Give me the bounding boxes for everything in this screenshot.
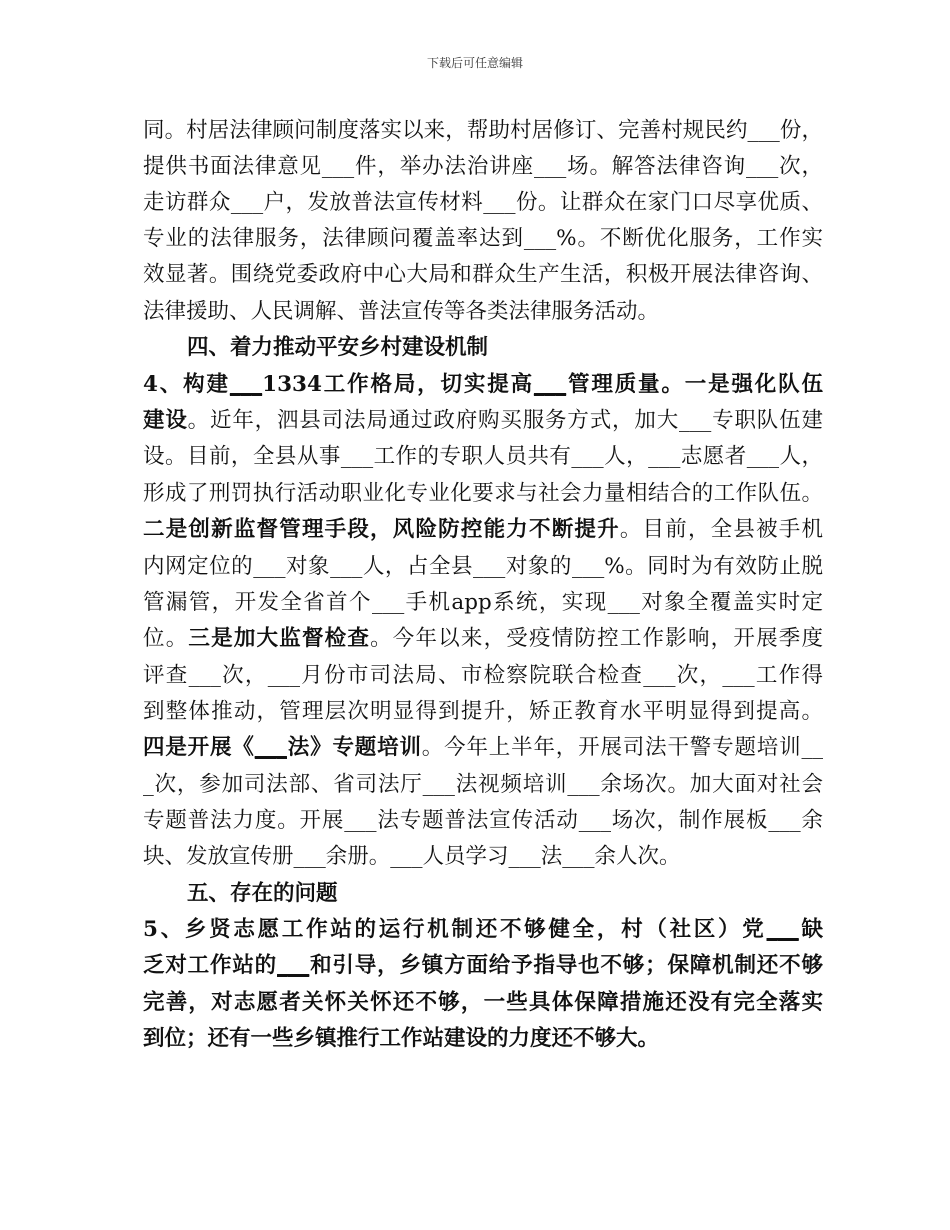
text-segment: 。近年，泗县司法局通过政府购买服务方式，加大___专职队伍建 bbox=[187, 408, 823, 433]
text-segment: 走访群众___户，发放普法宣传材料___份。让群众在家门口尽享优质、 bbox=[143, 190, 823, 215]
text-line bbox=[143, 113, 823, 149]
text-line bbox=[143, 694, 823, 730]
text-line bbox=[143, 294, 823, 330]
text-segment: 1334工作格局，切实提高 bbox=[262, 372, 534, 397]
text-segment: 位。 bbox=[143, 626, 189, 651]
text-segment: 4、构建 bbox=[143, 372, 230, 397]
text-segment: 缺 bbox=[798, 917, 823, 942]
text-line bbox=[187, 876, 823, 912]
text-line bbox=[143, 730, 823, 766]
text-line bbox=[143, 1021, 823, 1057]
text-line bbox=[143, 658, 823, 694]
text-segment: 设。目前，全县从事___工作的专职人员共有___人，___志愿者___人， bbox=[143, 444, 823, 469]
text-line bbox=[143, 767, 823, 803]
text-line bbox=[143, 439, 823, 475]
text-segment: 效显著。围绕党委政府中心大局和群众生产生活，积极开展法律咨询、 bbox=[143, 262, 823, 287]
text-segment: 二是创新监督管理手段，风险防控能力不断提升 bbox=[143, 517, 620, 542]
text-line bbox=[143, 839, 823, 875]
text-segment: 到位；还有一些乡镇推行工作站建设的力度还不够大。 bbox=[143, 1026, 660, 1051]
text-line bbox=[143, 476, 823, 512]
text-segment: ___ bbox=[254, 735, 287, 760]
text-segment: 四是开展《 bbox=[143, 735, 255, 760]
text-segment: 块、发放宣传册___余册。___人员学习___法___余人次。 bbox=[143, 844, 681, 869]
text-line bbox=[143, 512, 823, 548]
text-segment: ___ bbox=[766, 917, 799, 942]
text-segment: 法》专题培训 bbox=[286, 735, 422, 760]
text-segment: 管漏管，开发全省首个___手机app系统，实现___对象全覆盖实时定 bbox=[143, 590, 823, 615]
text-line bbox=[143, 367, 823, 403]
text-segment: 管理质量。一是强化队伍 bbox=[566, 372, 823, 397]
text-segment: 形成了刑罚执行活动职业化专业化要求与社会力量相结合的工作队伍。 bbox=[143, 481, 823, 506]
text-segment: ___ bbox=[533, 372, 567, 397]
text-segment: 四、着力推动平安乡村建设机制 bbox=[187, 335, 489, 360]
text-segment: 内网定位的___对象___人，占全县___对象的___%。同时为有效防止脱 bbox=[143, 554, 823, 579]
text-segment: _次，参加司法部、省司法厅___法视频培训___余场次。加大面对社会 bbox=[143, 772, 823, 797]
text-segment: 乏对工作站的 bbox=[143, 953, 278, 978]
text-line bbox=[143, 221, 823, 257]
text-segment: 同。村居法律顾问制度落实以来，帮助村居修订、完善村规民约___份， bbox=[143, 118, 823, 143]
text-line bbox=[143, 257, 823, 293]
text-segment: 专业的法律服务，法律顾问覆盖率达到___%。不断优化服务，工作实 bbox=[143, 226, 823, 251]
text-segment: 三是加大监督检查 bbox=[188, 626, 371, 651]
text-line bbox=[143, 185, 823, 221]
text-segment: 评查___次，___月份市司法局、市检察院联合检查___次，___工作得 bbox=[143, 663, 823, 688]
text-line bbox=[143, 403, 823, 439]
text-line bbox=[143, 985, 823, 1021]
text-line bbox=[143, 549, 823, 585]
text-segment: 提供书面法律意见___件，举办法治讲座___场。解答法律咨询___次， bbox=[143, 154, 823, 179]
text-line bbox=[143, 149, 823, 185]
text-segment: 专题普法力度。开展___法专题普法宣传活动___场次，制作展板___余 bbox=[143, 808, 823, 833]
text-line bbox=[187, 330, 823, 366]
text-segment: 建设 bbox=[143, 408, 188, 433]
text-segment: 。目前，全县被手机 bbox=[619, 517, 823, 542]
page-header: 下载后可任意编辑 bbox=[426, 56, 523, 70]
text-line bbox=[143, 585, 823, 621]
text-segment: 和引导，乡镇方面给予指导也不够；保障机制还不够 bbox=[309, 953, 823, 978]
text-segment: 5、乡贤志愿工作站的运行机制还不够健全，村（社区）党 bbox=[143, 917, 767, 942]
text-line bbox=[143, 948, 823, 984]
text-segment: 五、存在的问题 bbox=[187, 881, 338, 906]
text-line bbox=[143, 621, 823, 657]
text-segment: 。今年上半年，开展司法干警专题培训__ bbox=[421, 735, 823, 760]
text-segment: ___ bbox=[229, 372, 263, 397]
text-segment: 完善，对志愿者关怀关怀还不够，一些具体保障措施还没有完全落实 bbox=[143, 990, 823, 1015]
text-segment: 法律援助、人民调解、普法宣传等各类法律服务活动。 bbox=[143, 299, 660, 324]
text-segment: 到整体推动，管理层次明显得到提升，矫正教育水平明显得到提高。 bbox=[143, 699, 823, 724]
text-line bbox=[143, 912, 823, 948]
text-line bbox=[143, 803, 823, 839]
text-segment: 。今年以来，受疫情防控工作影响，开展季度 bbox=[370, 626, 823, 651]
text-segment: ___ bbox=[277, 953, 310, 978]
